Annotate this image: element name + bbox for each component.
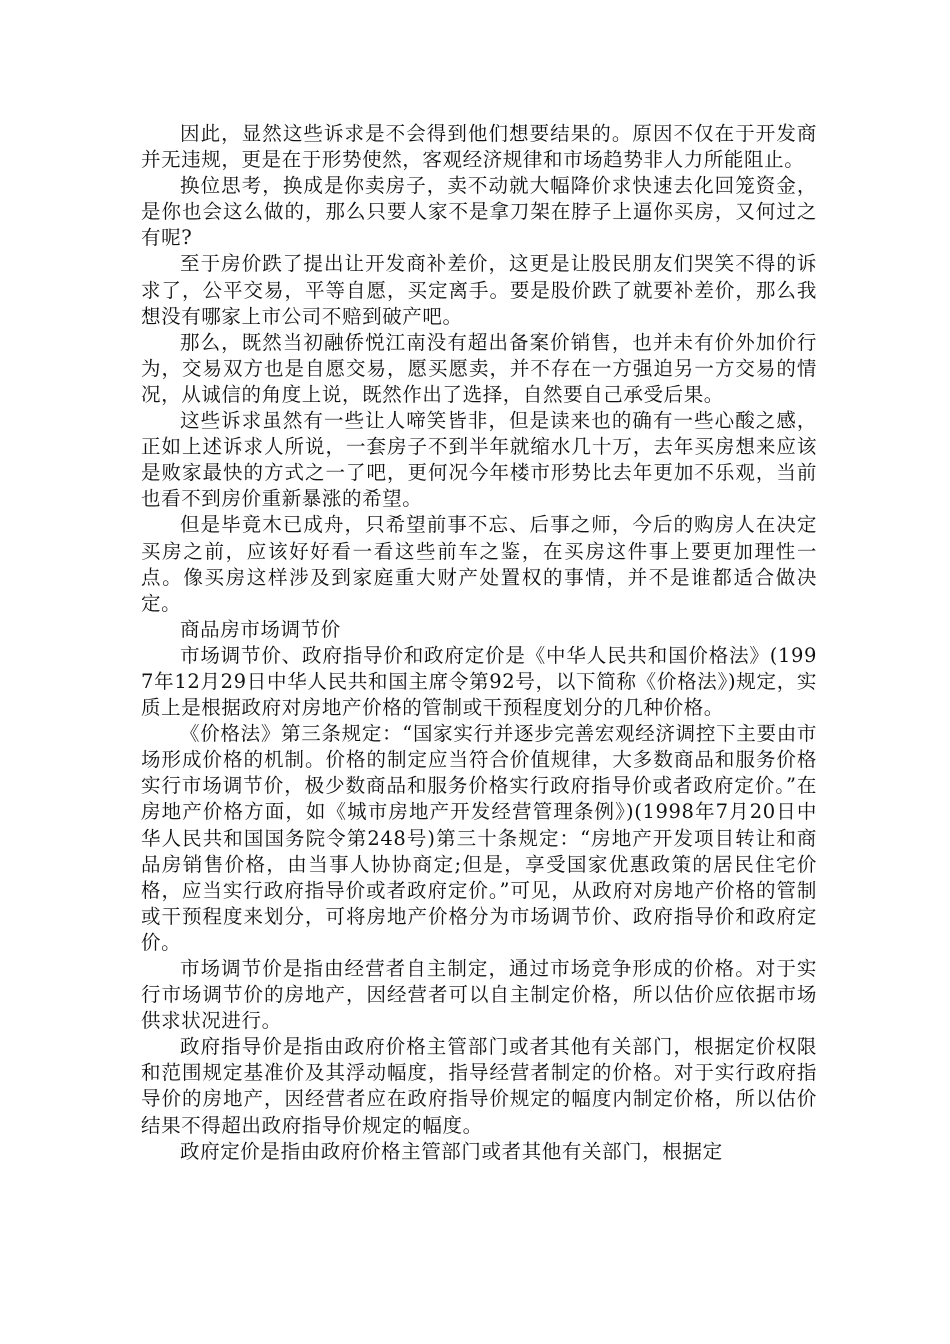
- document-body: [141, 121, 817, 1165]
- paragraph-7: 市场调节价、政府指导价和政府定价是《中华人民共和国价格法》(1997年12月29日中华人民共和国主席令第92号，以下简称《价格法》)规定，实质上是根据政府对房地产价格的管制或干预程度划分的几种价格。: [141, 643, 817, 720]
- paragraph-2: 换位思考，换成是你卖房子，卖不动就大幅降价求快速去化回笼资金，是你也会这么做的，那么只要人家不是拿刀架在脖子上逼你买房，又何过之有呢?: [141, 174, 817, 250]
- paragraph-4: 那么，既然当初融侨悦江南没有超出备案价销售，也并未有价外加价行为，交易双方也是自愿交易，愿买愿卖，并不存在一方强迫另一方交易的情况，从诚信的角度上说，既然作出了选择，自然要自己承受后果。: [141, 330, 817, 406]
- paragraph-1: 因此，显然这些诉求是不会得到他们想要结果的。原因不仅在于开发商并无违规，更是在于形势使然，客观经济规律和市场趋势非人力所能阻止。: [141, 122, 817, 172]
- paragraph-11: 政府定价是指由政府价格主管部门或者其他有关部门，根据定: [180, 1139, 723, 1163]
- paragraph-9: 市场调节价是指由经营者自主制定，通过市场竞争形成的价格。对于实行市场调节价的房地产，因经营者可以自主制定价格，所以估价应依据市场供求状况进行。: [141, 957, 817, 1033]
- paragraph-6: 但是毕竟木已成舟，只希望前事不忘、后事之师，今后的购房人在决定买房之前，应该好好看一看这些前车之鉴，在买房这件事上要更加理性一点。像买房这样涉及到家庭重大财产处置权的事情，并不是谁都适合做决定。: [141, 513, 817, 615]
- paragraph-8: 《价格法》第三条规定：“国家实行并逐步完善宏观经济调控下主要由市场形成价格的机制。价格的制定应当符合价值规律，大多数商品和服务价格实行市场调节价，极少数商品和服务价格实行政府指导价或者政府定价。”在房地产价格方面，如《城市房地产开发经营管理条例》)(1998年7月20日中华人民共和国国务院令第248号)第三十条规定：“房地产开发项目转让和商品房销售价格，由当事人协协商定;但是，享受国家优惠政策的居民住宅价格，应当实行政府指导价或者政府定价。”可见，从政府对房地产价格的管制或干预程度来划分，可将房地产价格分为市场调节价、政府指导价和政府定价。: [141, 722, 817, 954]
- section-heading: 商品房市场调节价: [180, 617, 341, 641]
- paragraph-5: 这些诉求虽然有一些让人啼笑皆非，但是读来也的确有一些心酸之感，正如上述诉求人所说，一套房子不到半年就缩水几十万，去年买房想来应该是败家最快的方式之一了吧，更何况今年楼市形势比去年更加不乐观，当前也看不到房价重新暴涨的希望。: [141, 409, 817, 511]
- paragraph-10: 政府指导价是指由政府价格主管部门或者其他有关部门，根据定价权限和范围规定基准价及其浮动幅度，指导经营者制定的价格。对于实行政府指导价的房地产，因经营者应在政府指导价规定的幅度内制定价格，所以估价结果不得超出政府指导价规定的幅度。: [141, 1035, 817, 1137]
- paragraph-3: 至于房价跌了提出让开发商补差价，这更是让股民朋友们哭笑不得的诉求了，公平交易，平等自愿，买定离手。要是股价跌了就要补差价，那么我想没有哪家上市公司不赔到破产吧。: [141, 252, 817, 328]
